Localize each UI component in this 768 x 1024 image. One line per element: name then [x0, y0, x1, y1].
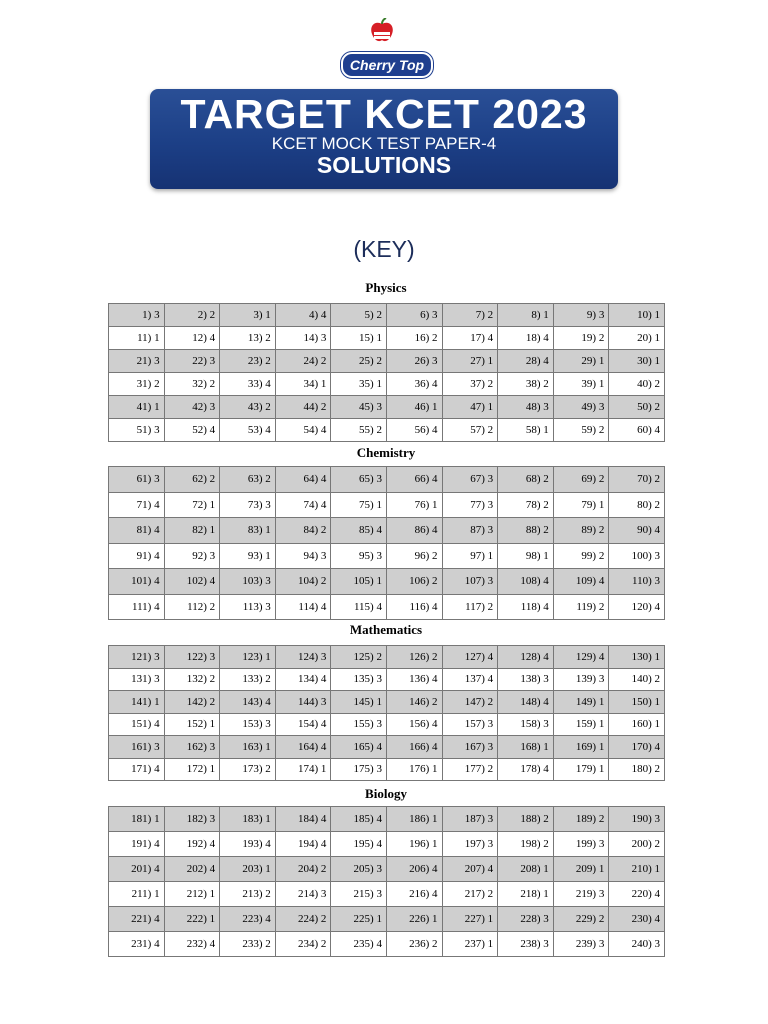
- answer-cell: 41) 1: [109, 396, 165, 419]
- answer-cell: 11) 1: [109, 327, 165, 350]
- table-row: [109, 467, 665, 493]
- answer-cell: 12) 4: [164, 327, 220, 350]
- answer-cell: 126) 2: [386, 646, 442, 669]
- answer-cell: 42) 3: [164, 396, 220, 419]
- answer-cell: 194) 4: [275, 832, 331, 857]
- answer-cell: 71) 4: [109, 492, 165, 518]
- answer-cell: 109) 4: [553, 569, 609, 595]
- answer-cell: 116) 4: [386, 594, 442, 620]
- answer-cell: 48) 3: [498, 396, 554, 419]
- answer-cell: 86) 4: [386, 518, 442, 544]
- answer-cell: 5) 2: [331, 304, 387, 327]
- answer-cell: 138) 3: [498, 668, 554, 691]
- answer-cell: 114) 4: [275, 594, 331, 620]
- answer-cell: 205) 3: [331, 857, 387, 882]
- answer-cell: 34) 1: [275, 373, 331, 396]
- table-row: [109, 543, 665, 569]
- answer-cell: 221) 4: [109, 907, 165, 932]
- answer-cell: 149) 1: [553, 691, 609, 714]
- table-row: [109, 832, 665, 857]
- answer-cell: 40) 2: [609, 373, 665, 396]
- answer-cell: 187) 3: [442, 807, 498, 832]
- answer-cell: 214) 3: [275, 882, 331, 907]
- answer-cell: 60) 4: [609, 419, 665, 442]
- table-row: [109, 594, 665, 620]
- answer-cell: 78) 2: [498, 492, 554, 518]
- answer-cell: 122) 3: [164, 646, 220, 669]
- answer-cell: 180) 2: [609, 758, 665, 781]
- answer-cell: 70) 2: [609, 467, 665, 493]
- logo-text: Cherry Top: [341, 52, 433, 78]
- apple-books-icon: [367, 18, 397, 46]
- answer-cell: 76) 1: [386, 492, 442, 518]
- answer-cell: 22) 3: [164, 350, 220, 373]
- answer-cell: 226) 1: [386, 907, 442, 932]
- answer-cell: 185) 4: [331, 807, 387, 832]
- table-row: [109, 857, 665, 882]
- answer-cell: 90) 4: [609, 518, 665, 544]
- answer-cell: 36) 4: [386, 373, 442, 396]
- answer-cell: 137) 4: [442, 668, 498, 691]
- answer-table: [108, 645, 665, 781]
- answer-cell: 237) 1: [442, 932, 498, 957]
- answer-cell: 43) 2: [220, 396, 276, 419]
- answer-cell: 26) 3: [386, 350, 442, 373]
- answer-cell: 113) 3: [220, 594, 276, 620]
- answer-cell: 108) 4: [498, 569, 554, 595]
- answer-cell: 8) 1: [498, 304, 554, 327]
- answer-cell: 145) 1: [331, 691, 387, 714]
- answer-cell: 3) 1: [220, 304, 276, 327]
- answer-cell: 165) 4: [331, 736, 387, 759]
- table-row: [109, 492, 665, 518]
- table-row: [109, 807, 665, 832]
- answer-cell: 158) 3: [498, 713, 554, 736]
- section-title: Mathematics: [349, 622, 423, 637]
- answer-cell: 47) 1: [442, 396, 498, 419]
- answer-cell: 156) 4: [386, 713, 442, 736]
- table-row: [109, 569, 665, 595]
- answer-cell: 152) 1: [164, 713, 220, 736]
- title-banner: [150, 89, 618, 189]
- answer-cell: 173) 2: [220, 758, 276, 781]
- answer-cell: 222) 1: [164, 907, 220, 932]
- answer-cell: 182) 3: [164, 807, 220, 832]
- answer-cell: 35) 1: [331, 373, 387, 396]
- answer-cell: 136) 4: [386, 668, 442, 691]
- answer-cell: 212) 1: [164, 882, 220, 907]
- answer-cell: 203) 1: [220, 857, 276, 882]
- answer-cell: 164) 4: [275, 736, 331, 759]
- cherry-top-logo: [335, 18, 435, 78]
- answer-cell: 44) 2: [275, 396, 331, 419]
- answer-cell: 146) 2: [386, 691, 442, 714]
- table-row: [109, 304, 665, 327]
- answer-cell: 27) 1: [442, 350, 498, 373]
- table-row: [109, 713, 665, 736]
- answer-cell: 115) 4: [331, 594, 387, 620]
- answer-cell: 161) 3: [109, 736, 165, 759]
- answer-cell: 157) 3: [442, 713, 498, 736]
- answer-cell: 89) 2: [553, 518, 609, 544]
- answer-cell: 38) 2: [498, 373, 554, 396]
- answer-cell: 107) 3: [442, 569, 498, 595]
- answer-cell: 235) 4: [331, 932, 387, 957]
- answer-cell: 102) 4: [164, 569, 220, 595]
- answer-cell: 69) 2: [553, 467, 609, 493]
- key-label: (KEY): [353, 236, 415, 262]
- answer-cell: 1) 3: [109, 304, 165, 327]
- answer-cell: 192) 4: [164, 832, 220, 857]
- answer-cell: 229) 2: [553, 907, 609, 932]
- answer-cell: 24) 2: [275, 350, 331, 373]
- answer-cell: 207) 4: [442, 857, 498, 882]
- answer-cell: 9) 3: [553, 304, 609, 327]
- answer-cell: 99) 2: [553, 543, 609, 569]
- answer-cell: 111) 4: [109, 594, 165, 620]
- answer-cell: 197) 3: [442, 832, 498, 857]
- banner-title: TARGET KCET 2023: [180, 91, 588, 137]
- answer-cell: 232) 4: [164, 932, 220, 957]
- answer-cell: 118) 4: [498, 594, 554, 620]
- answer-table: [108, 303, 665, 442]
- answer-cell: 236) 2: [386, 932, 442, 957]
- table-row: [109, 396, 665, 419]
- answer-cell: 119) 2: [553, 594, 609, 620]
- answer-cell: 62) 2: [164, 467, 220, 493]
- answer-cell: 87) 3: [442, 518, 498, 544]
- answer-cell: 142) 2: [164, 691, 220, 714]
- answer-cell: 163) 1: [220, 736, 276, 759]
- answer-cell: 150) 1: [609, 691, 665, 714]
- answer-cell: 143) 4: [220, 691, 276, 714]
- answer-cell: 94) 3: [275, 543, 331, 569]
- answer-cell: 81) 4: [109, 518, 165, 544]
- answer-cell: 30) 1: [609, 350, 665, 373]
- answer-cell: 199) 3: [553, 832, 609, 857]
- answer-cell: 53) 4: [220, 419, 276, 442]
- answer-cell: 25) 2: [331, 350, 387, 373]
- answer-cell: 28) 4: [498, 350, 554, 373]
- answer-cell: 66) 4: [386, 467, 442, 493]
- answer-cell: 168) 1: [498, 736, 554, 759]
- answer-cell: 160) 1: [609, 713, 665, 736]
- answer-cell: 167) 3: [442, 736, 498, 759]
- answer-cell: 4) 4: [275, 304, 331, 327]
- answer-cell: 13) 2: [220, 327, 276, 350]
- table-row: [109, 736, 665, 759]
- answer-cell: 23) 2: [220, 350, 276, 373]
- answer-cell: 65) 3: [331, 467, 387, 493]
- answer-cell: 231) 4: [109, 932, 165, 957]
- answer-cell: 210) 1: [609, 857, 665, 882]
- answer-cell: 213) 2: [220, 882, 276, 907]
- answer-cell: 14) 3: [275, 327, 331, 350]
- answer-cell: 224) 2: [275, 907, 331, 932]
- answer-cell: 96) 2: [386, 543, 442, 569]
- answer-cell: 153) 3: [220, 713, 276, 736]
- answer-cell: 124) 3: [275, 646, 331, 669]
- answer-cell: 195) 4: [331, 832, 387, 857]
- answer-cell: 55) 2: [331, 419, 387, 442]
- answer-cell: 181) 1: [109, 807, 165, 832]
- table-row: [109, 327, 665, 350]
- table-row: [109, 373, 665, 396]
- answer-cell: 97) 1: [442, 543, 498, 569]
- answer-cell: 83) 1: [220, 518, 276, 544]
- answer-cell: 155) 3: [331, 713, 387, 736]
- table-row: [109, 758, 665, 781]
- answer-cell: 85) 4: [331, 518, 387, 544]
- answer-cell: 128) 4: [498, 646, 554, 669]
- answer-cell: 183) 1: [220, 807, 276, 832]
- answer-cell: 204) 2: [275, 857, 331, 882]
- table-row: [109, 691, 665, 714]
- answer-cell: 19) 2: [553, 327, 609, 350]
- answer-cell: 54) 4: [275, 419, 331, 442]
- answer-cell: 73) 3: [220, 492, 276, 518]
- answer-cell: 174) 1: [275, 758, 331, 781]
- answer-cell: 68) 2: [498, 467, 554, 493]
- answer-cell: 32) 2: [164, 373, 220, 396]
- table-row: [109, 646, 665, 669]
- answer-cell: 105) 1: [331, 569, 387, 595]
- answer-cell: 112) 2: [164, 594, 220, 620]
- answer-cell: 177) 2: [442, 758, 498, 781]
- answer-cell: 209) 1: [553, 857, 609, 882]
- answer-cell: 37) 2: [442, 373, 498, 396]
- answer-cell: 141) 1: [109, 691, 165, 714]
- answer-cell: 219) 3: [553, 882, 609, 907]
- answer-cell: 220) 4: [609, 882, 665, 907]
- answer-cell: 133) 2: [220, 668, 276, 691]
- answer-cell: 190) 3: [609, 807, 665, 832]
- answer-cell: 15) 1: [331, 327, 387, 350]
- answer-cell: 171) 4: [109, 758, 165, 781]
- answer-cell: 134) 4: [275, 668, 331, 691]
- answer-cell: 39) 1: [553, 373, 609, 396]
- answer-cell: 239) 3: [553, 932, 609, 957]
- answer-cell: 106) 2: [386, 569, 442, 595]
- answer-cell: 144) 3: [275, 691, 331, 714]
- answer-cell: 191) 4: [109, 832, 165, 857]
- section-title: Biology: [365, 786, 407, 801]
- table-row: [109, 518, 665, 544]
- answer-cell: 45) 3: [331, 396, 387, 419]
- answer-cell: 57) 2: [442, 419, 498, 442]
- answer-cell: 139) 3: [553, 668, 609, 691]
- answer-cell: 29) 1: [553, 350, 609, 373]
- answer-cell: 147) 2: [442, 691, 498, 714]
- answer-cell: 228) 3: [498, 907, 554, 932]
- answer-cell: 93) 1: [220, 543, 276, 569]
- answer-cell: 218) 1: [498, 882, 554, 907]
- answer-cell: 233) 2: [220, 932, 276, 957]
- answer-cell: 59) 2: [553, 419, 609, 442]
- answer-cell: 31) 2: [109, 373, 165, 396]
- answer-cell: 125) 2: [331, 646, 387, 669]
- answer-cell: 58) 1: [498, 419, 554, 442]
- answer-cell: 140) 2: [609, 668, 665, 691]
- answer-cell: 2) 2: [164, 304, 220, 327]
- answer-cell: 129) 4: [553, 646, 609, 669]
- answer-cell: 52) 4: [164, 419, 220, 442]
- answer-cell: 166) 4: [386, 736, 442, 759]
- answer-cell: 151) 4: [109, 713, 165, 736]
- answer-cell: 148) 4: [498, 691, 554, 714]
- answer-cell: 193) 4: [220, 832, 276, 857]
- table-row: [109, 668, 665, 691]
- answer-cell: 230) 4: [609, 907, 665, 932]
- answer-cell: 103) 3: [220, 569, 276, 595]
- banner-subtitle: KCET MOCK TEST PAPER-4: [271, 134, 497, 153]
- answer-cell: 188) 2: [498, 807, 554, 832]
- answer-cell: 234) 2: [275, 932, 331, 957]
- answer-cell: 49) 3: [553, 396, 609, 419]
- answer-cell: 127) 4: [442, 646, 498, 669]
- answer-cell: 202) 4: [164, 857, 220, 882]
- answer-cell: 130) 1: [609, 646, 665, 669]
- answer-cell: 186) 1: [386, 807, 442, 832]
- answer-cell: 179) 1: [553, 758, 609, 781]
- answer-cell: 63) 2: [220, 467, 276, 493]
- answer-cell: 238) 3: [498, 932, 554, 957]
- answer-cell: 201) 4: [109, 857, 165, 882]
- answer-cell: 132) 2: [164, 668, 220, 691]
- answer-cell: 6) 3: [386, 304, 442, 327]
- answer-cell: 92) 3: [164, 543, 220, 569]
- answer-cell: 88) 2: [498, 518, 554, 544]
- answer-cell: 7) 2: [442, 304, 498, 327]
- answer-cell: 50) 2: [609, 396, 665, 419]
- answer-cell: 200) 2: [609, 832, 665, 857]
- answer-cell: 75) 1: [331, 492, 387, 518]
- table-row: [109, 907, 665, 932]
- answer-cell: 110) 3: [609, 569, 665, 595]
- answer-cell: 216) 4: [386, 882, 442, 907]
- answer-cell: 98) 1: [498, 543, 554, 569]
- answer-cell: 215) 3: [331, 882, 387, 907]
- answer-cell: 184) 4: [275, 807, 331, 832]
- answer-cell: 80) 2: [609, 492, 665, 518]
- answer-cell: 172) 1: [164, 758, 220, 781]
- answer-cell: 169) 1: [553, 736, 609, 759]
- answer-cell: 101) 4: [109, 569, 165, 595]
- answer-cell: 67) 3: [442, 467, 498, 493]
- table-row: [109, 932, 665, 957]
- answer-cell: 227) 1: [442, 907, 498, 932]
- answer-cell: 162) 3: [164, 736, 220, 759]
- answer-cell: 72) 1: [164, 492, 220, 518]
- answer-cell: 198) 2: [498, 832, 554, 857]
- answer-cell: 131) 3: [109, 668, 165, 691]
- answer-cell: 46) 1: [386, 396, 442, 419]
- answer-cell: 189) 2: [553, 807, 609, 832]
- answer-cell: 82) 1: [164, 518, 220, 544]
- answer-cell: 33) 4: [220, 373, 276, 396]
- answer-cell: 154) 4: [275, 713, 331, 736]
- answer-cell: 159) 1: [553, 713, 609, 736]
- answer-cell: 225) 1: [331, 907, 387, 932]
- answer-cell: 17) 4: [442, 327, 498, 350]
- answer-cell: 61) 3: [109, 467, 165, 493]
- answer-cell: 56) 4: [386, 419, 442, 442]
- answer-cell: 100) 3: [609, 543, 665, 569]
- answer-cell: 10) 1: [609, 304, 665, 327]
- answer-cell: 79) 1: [553, 492, 609, 518]
- answer-cell: 74) 4: [275, 492, 331, 518]
- answer-cell: 211) 1: [109, 882, 165, 907]
- table-row: [109, 882, 665, 907]
- answer-cell: 18) 4: [498, 327, 554, 350]
- answer-table: [108, 806, 665, 957]
- table-row: [109, 419, 665, 442]
- answer-cell: 121) 3: [109, 646, 165, 669]
- answer-cell: 120) 4: [609, 594, 665, 620]
- answer-cell: 208) 1: [498, 857, 554, 882]
- answer-table: [108, 466, 665, 620]
- answer-cell: 176) 1: [386, 758, 442, 781]
- table-row: [109, 350, 665, 373]
- answer-cell: 95) 3: [331, 543, 387, 569]
- section-title: Physics: [365, 280, 407, 295]
- answer-cell: 123) 1: [220, 646, 276, 669]
- banner-heading: SOLUTIONS: [316, 152, 452, 178]
- answer-cell: 77) 3: [442, 492, 498, 518]
- answer-cell: 104) 2: [275, 569, 331, 595]
- answer-cell: 16) 2: [386, 327, 442, 350]
- answer-cell: 170) 4: [609, 736, 665, 759]
- answer-cell: 91) 4: [109, 543, 165, 569]
- answer-cell: 223) 4: [220, 907, 276, 932]
- answer-cell: 20) 1: [609, 327, 665, 350]
- answer-cell: 217) 2: [442, 882, 498, 907]
- answer-cell: 64) 4: [275, 467, 331, 493]
- answer-cell: 240) 3: [609, 932, 665, 957]
- answer-cell: 196) 1: [386, 832, 442, 857]
- section-title: Chemistry: [356, 445, 416, 460]
- answer-cell: 84) 2: [275, 518, 331, 544]
- answer-cell: 135) 3: [331, 668, 387, 691]
- answer-cell: 206) 4: [386, 857, 442, 882]
- answer-cell: 51) 3: [109, 419, 165, 442]
- answer-cell: 117) 2: [442, 594, 498, 620]
- answer-cell: 178) 4: [498, 758, 554, 781]
- answer-cell: 175) 3: [331, 758, 387, 781]
- answer-cell: 21) 3: [109, 350, 165, 373]
